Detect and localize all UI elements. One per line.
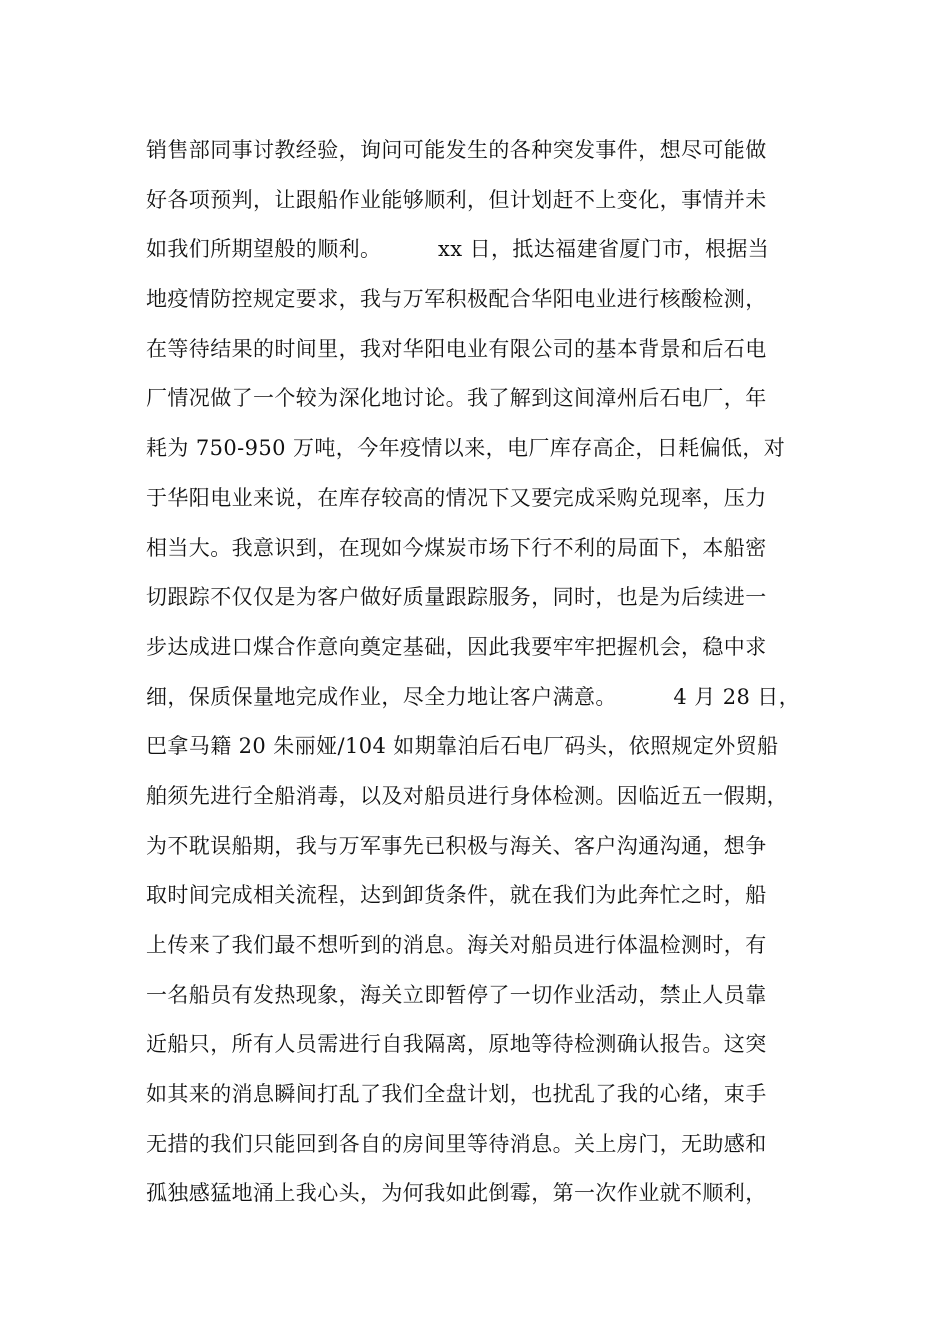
text-line: 如我们所期望般的顺利。 xx 日，抵达福建省厦门市，根据当 [146, 237, 770, 262]
text-line: 耗为 750-950 万吨，今年疫情以来，电厂库存高企，日耗偏低，对 [146, 436, 786, 461]
text-line: 为不耽误船期，我与万军事先已积极与海关、客户沟通沟通，想争 [146, 833, 767, 858]
text-line: 巴拿马籍 20 朱丽娅/104 如期靠泊后石电厂码头，依照规定外贸船 [146, 734, 779, 759]
text-line: 取时间完成相关流程，达到卸货条件，就在我们为此奔忙之时，船 [146, 883, 767, 908]
text-line: 销售部同事讨教经验，询问可能发生的各种突发事件，想尽可能做 [146, 138, 767, 162]
text-line: 相当大。我意识到，在现如今煤炭市场下行不利的局面下，本船密 [146, 535, 767, 560]
text-line: 无措的我们只能回到各自的房间里等待消息。关上房门，无助感和 [146, 1131, 767, 1156]
text-line: 舶须先进行全船消毒，以及对船员进行身体检测。因临近五一假期， [146, 783, 788, 808]
text-line: 于华阳电业来说，在库存较高的情况下又要完成采购兑现率，压力 [146, 485, 767, 510]
text-line: 一名船员有发热现象，海关立即暂停了一切作业活动，禁止人员靠 [146, 982, 767, 1007]
text-line: 好各项预判，让跟船作业能够顺利，但计划赶不上变化，事情并未 [146, 187, 767, 212]
body-text [146, 126, 826, 1219]
text-line: 上传来了我们最不想听到的消息。海关对船员进行体温检测时，有 [146, 933, 767, 957]
text-line: 如其来的消息瞬间打乱了我们全盘计划，也扰乱了我的心绪，束手 [146, 1082, 767, 1107]
text-line: 切跟踪不仅仅是为客户做好质量跟踪服务，同时，也是为后续进一 [146, 585, 767, 610]
text-line: 细，保质保量地完成作业，尽全力地让客户满意。 4 月 28 日， [146, 684, 801, 709]
text-line: 步达成进口煤合作意向奠定基础，因此我要牢牢把握机会，稳中求 [146, 634, 767, 659]
text-line: 近船只，所有人员需进行自我隔离，原地等待检测确认报告。这突 [146, 1032, 767, 1057]
text-line: 孤独感猛地涌上我心头，为何我如此倒霉，第一次作业就不顺利， [146, 1181, 767, 1206]
text-line: 在等待结果的时间里，我对华阳电业有限公司的基本背景和后石电 [146, 336, 767, 361]
text-line: 地疫情防控规定要求，我与万军积极配合华阳电业进行核酸检测， [146, 287, 767, 312]
text-line: 厂情况做了一个较为深化地讨论。我了解到这间漳州后石电厂，年 [146, 386, 767, 411]
